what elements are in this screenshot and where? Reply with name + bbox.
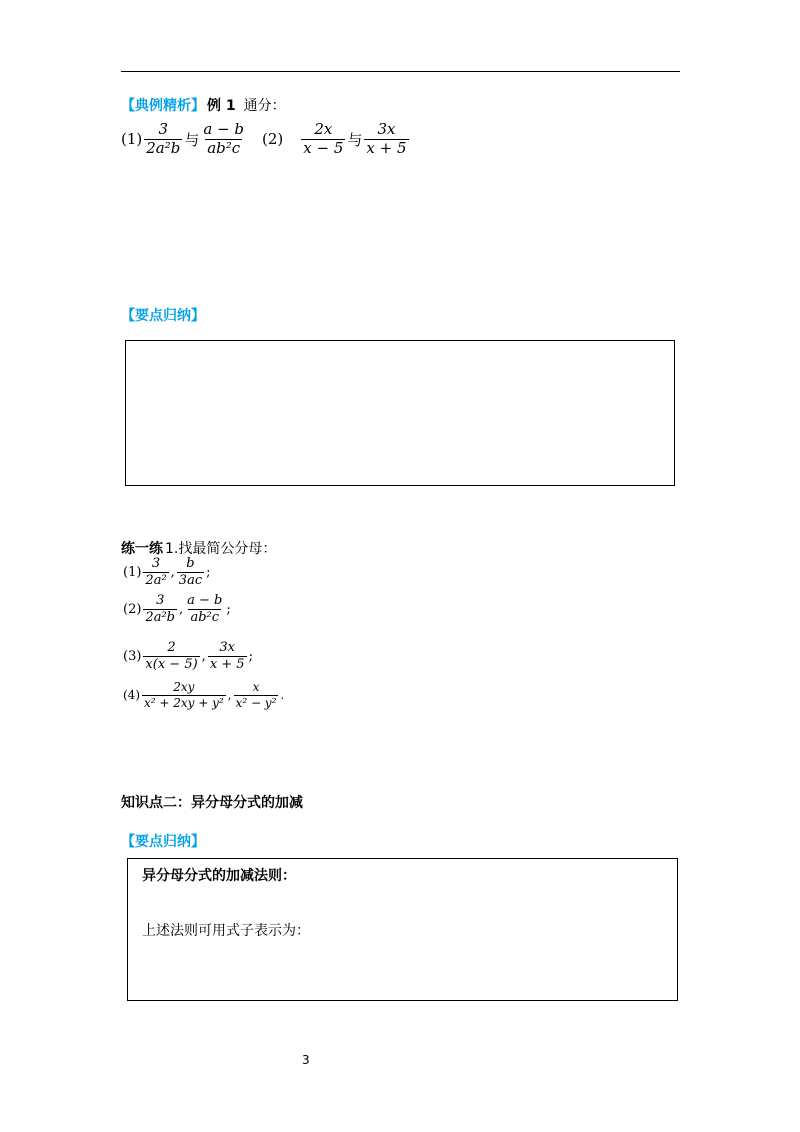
fraction bbox=[143, 594, 177, 624]
header-rule bbox=[121, 71, 680, 72]
example-part-1 bbox=[121, 122, 411, 157]
practice-text: 1.找最简公分母： bbox=[165, 541, 277, 557]
example-tag: 【典例精析】 bbox=[121, 98, 205, 114]
practice-heading bbox=[121, 538, 276, 558]
fraction bbox=[201, 122, 246, 157]
denominator: x − 5 bbox=[303, 138, 344, 157]
fraction bbox=[144, 122, 182, 157]
and-text: 与 bbox=[347, 130, 363, 149]
numerator: 2x bbox=[314, 120, 333, 138]
denominator: 2a² bbox=[145, 572, 167, 588]
denominator: x + 5 bbox=[209, 656, 245, 672]
part-label: (1) bbox=[121, 130, 143, 149]
rule-title: 异分母分式的加减法则： bbox=[142, 868, 296, 884]
fraction bbox=[142, 681, 226, 709]
numerator: a − b bbox=[187, 593, 223, 608]
numerator: 2xy bbox=[173, 680, 195, 694]
practice-item-4: (4) $\frac{2xy}{\text{x² + 2xy + y²}}$ , $\frac{x}{\text{x² − y²}}$ . bbox=[123, 680, 285, 710]
numerator: b bbox=[186, 556, 195, 571]
example-label: 例 1 bbox=[207, 98, 236, 114]
denominator: x(x − 5) bbox=[145, 656, 198, 672]
denominator: 2a²b bbox=[146, 138, 181, 157]
numerator: 3 bbox=[158, 120, 169, 138]
denominator: x² − y² bbox=[235, 695, 277, 710]
numerator: 3x bbox=[377, 120, 396, 138]
practice-item-2: (2) $\frac{3}{\text{2a²b}}$ , $\frac{a - b}{\text{ab²c}}$ ; bbox=[123, 593, 231, 625]
summary-tag: 【要点归纳】 bbox=[121, 834, 205, 850]
item-label: (4) bbox=[123, 688, 140, 703]
summary-box bbox=[125, 340, 675, 486]
practice-item-3: (3) $\frac{2}{x(x - 5)}$ , $\frac{3x}{x + 5}$ ; bbox=[123, 640, 253, 672]
fraction bbox=[364, 122, 408, 157]
item-label: (3) bbox=[123, 648, 142, 664]
fraction bbox=[234, 681, 279, 709]
section-title: 知识点二：异分母分式的加减 bbox=[121, 795, 303, 811]
part-label: (2) bbox=[262, 130, 284, 149]
example-text: 通分： bbox=[243, 98, 286, 114]
numerator: 2 bbox=[167, 640, 176, 655]
denominator: x + 5 bbox=[366, 138, 407, 157]
example-heading bbox=[121, 95, 286, 115]
fraction bbox=[301, 122, 345, 157]
fraction bbox=[143, 557, 168, 587]
denominator: ab²c bbox=[207, 138, 241, 157]
numerator: 3 bbox=[151, 556, 161, 571]
rule-text: 上述法则可用式子表示为： bbox=[142, 923, 310, 939]
item-label: (2) bbox=[123, 601, 142, 617]
denominator: ab²c bbox=[190, 609, 220, 625]
denominator: 3ac bbox=[178, 572, 203, 588]
page-number: 3 bbox=[302, 1053, 310, 1067]
end-mark: ; bbox=[248, 648, 253, 664]
denominator: 2a²b bbox=[145, 609, 175, 625]
numerator: 3x bbox=[219, 640, 235, 655]
fraction bbox=[177, 557, 204, 587]
numerator: a − b bbox=[203, 120, 245, 138]
fraction bbox=[208, 641, 247, 671]
end-mark: ; bbox=[226, 601, 231, 617]
end-mark: ; bbox=[206, 564, 211, 580]
denominator: x² + 2xy + y² bbox=[144, 695, 224, 710]
practice-item-1: (1) $\frac{3}{\text{2a²}}$ , $\frac{b}{3ac}$ ; bbox=[123, 556, 211, 588]
fraction bbox=[185, 594, 224, 624]
summary-tag: 【要点归纳】 bbox=[121, 308, 205, 324]
practice-label: 练一练 bbox=[121, 541, 163, 557]
numerator: 3 bbox=[156, 593, 165, 608]
item-label: (1) bbox=[123, 564, 142, 580]
summary-box bbox=[127, 858, 678, 1001]
fraction bbox=[143, 641, 199, 671]
and-text: 与 bbox=[184, 130, 200, 149]
end-mark: . bbox=[280, 688, 285, 703]
numerator: x bbox=[252, 680, 260, 694]
